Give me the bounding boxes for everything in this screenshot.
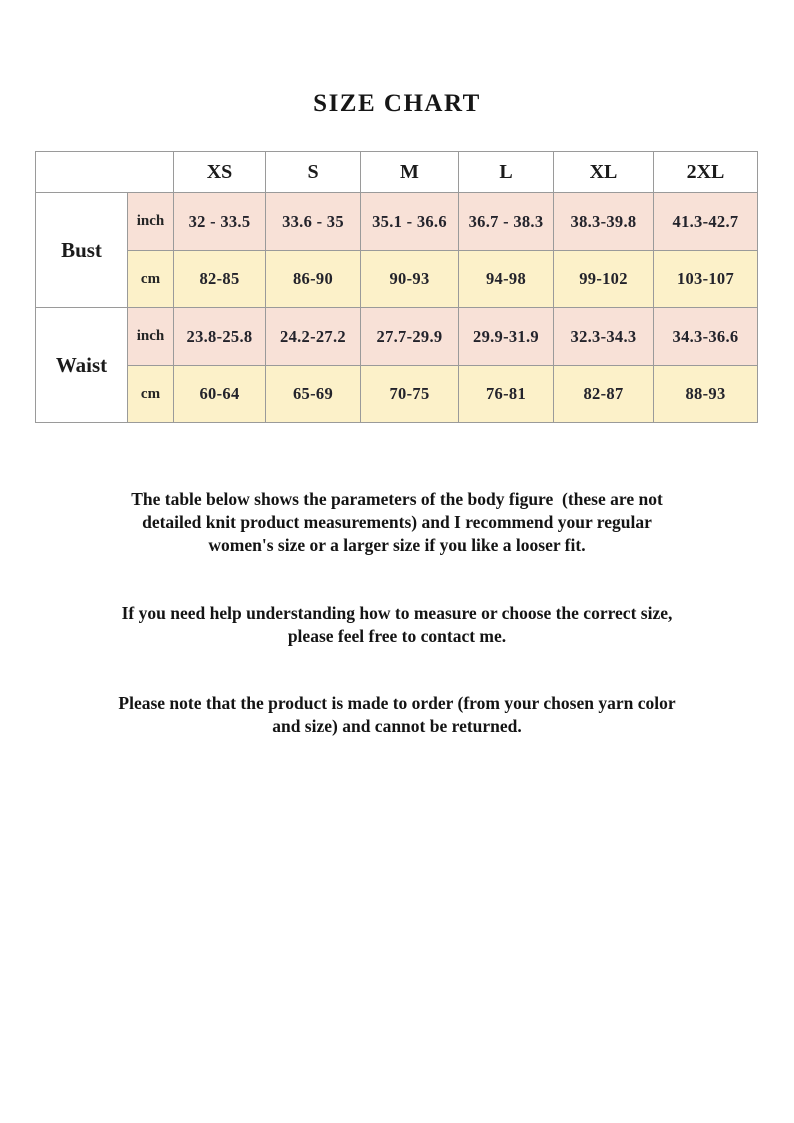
unit-label-bust-cm: cm — [128, 251, 174, 308]
bust-cm-row — [36, 251, 758, 308]
row-label-bust: Bust — [36, 193, 128, 308]
size-header-row — [36, 152, 758, 193]
size-header-m: M — [361, 152, 459, 193]
cell-waist-inch-xs: 23.8-25.8 — [174, 308, 266, 366]
unit-label-waist-inch: inch — [128, 308, 174, 366]
cell-waist-cm-xl: 82-87 — [554, 366, 654, 423]
note-line: detailed knit product measurements) and I recommend your regular — [142, 512, 652, 532]
cell-bust-cm-2xl: 103-107 — [654, 251, 758, 308]
note-line: women's size or a larger size if you like a looser fit. — [208, 535, 586, 555]
waist-inch-row — [36, 308, 758, 366]
size-header-l: L — [459, 152, 554, 193]
note-paragraph-1 — [0, 488, 794, 557]
cell-bust-inch-2xl: 41.3-42.7 — [654, 193, 758, 251]
note-line: The table below shows the parameters of the body figure (these are not — [131, 489, 663, 509]
cell-bust-inch-m: 35.1 - 36.6 — [361, 193, 459, 251]
cell-bust-cm-xs: 82-85 — [174, 251, 266, 308]
note-line: If you need help understanding how to measure or choose the correct size, — [121, 603, 673, 623]
cell-waist-cm-l: 76-81 — [459, 366, 554, 423]
size-header-s: S — [266, 152, 361, 193]
cell-waist-inch-m: 27.7-29.9 — [361, 308, 459, 366]
waist-cm-row — [36, 366, 758, 423]
size-header-xs: XS — [174, 152, 266, 193]
unit-label-waist-cm: cm — [128, 366, 174, 423]
cell-waist-inch-s: 24.2-27.2 — [266, 308, 361, 366]
corner-cell — [36, 152, 174, 193]
cell-bust-cm-xl: 99-102 — [554, 251, 654, 308]
bust-inch-row — [36, 193, 758, 251]
cell-bust-inch-xs: 32 - 33.5 — [174, 193, 266, 251]
cell-bust-cm-m: 90-93 — [361, 251, 459, 308]
cell-waist-inch-l: 29.9-31.9 — [459, 308, 554, 366]
cell-bust-cm-s: 86-90 — [266, 251, 361, 308]
cell-bust-cm-l: 94-98 — [459, 251, 554, 308]
cell-waist-cm-2xl: 88-93 — [654, 366, 758, 423]
cell-bust-inch-l: 36.7 - 38.3 — [459, 193, 554, 251]
note-paragraph-3 — [0, 692, 794, 738]
note-line: please feel free to contact me. — [287, 626, 507, 646]
cell-bust-inch-xl: 38.3-39.8 — [554, 193, 654, 251]
size-header-2xl: 2XL — [654, 152, 758, 193]
cell-waist-inch-2xl: 34.3-36.6 — [654, 308, 758, 366]
unit-label-bust-inch: inch — [128, 193, 174, 251]
cell-waist-cm-s: 65-69 — [266, 366, 361, 423]
note-line: Please note that the product is made to order (from your chosen yarn color — [118, 693, 676, 713]
size-chart-table — [35, 151, 758, 423]
note-line: and size) and cannot be returned. — [272, 716, 522, 736]
cell-bust-inch-s: 33.6 - 35 — [266, 193, 361, 251]
row-label-waist: Waist — [36, 308, 128, 423]
cell-waist-inch-xl: 32.3-34.3 — [554, 308, 654, 366]
cell-waist-cm-m: 70-75 — [361, 366, 459, 423]
size-header-xl: XL — [554, 152, 654, 193]
cell-waist-cm-xs: 60-64 — [174, 366, 266, 423]
page-title: SIZE CHART — [313, 90, 481, 117]
note-paragraph-2 — [0, 602, 794, 648]
